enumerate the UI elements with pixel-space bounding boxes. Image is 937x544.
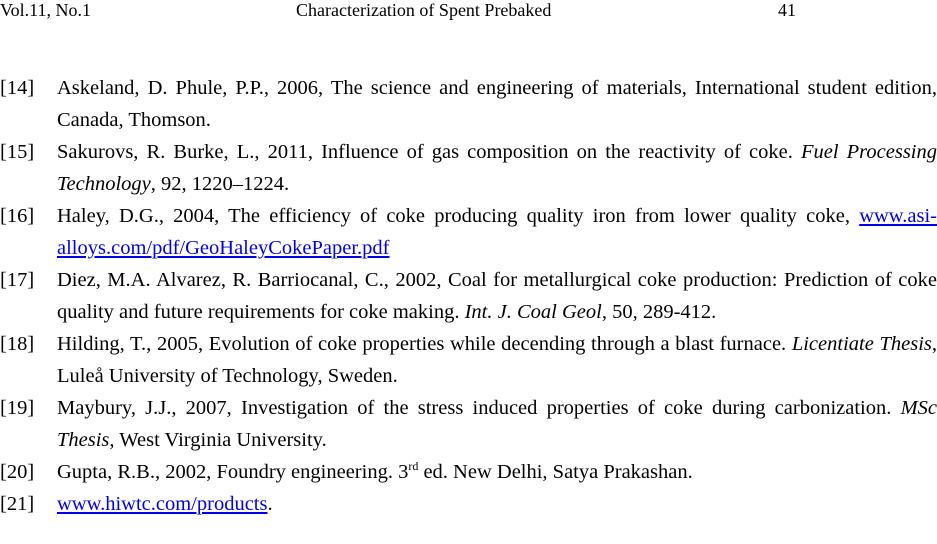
reference-citation-tail: , Luleå University of Technology, Sweden. [57, 333, 937, 387]
reference-number: [16] [0, 205, 35, 227]
reference-item [0, 456, 937, 488]
reference-number: [19] [0, 397, 35, 419]
reference-citation: Hilding, T., 2005, Evolution of coke properties while decending through a blast furnace. [57, 333, 792, 355]
reference-citation: Maybury, J.J., 2007, Investigation of the stress induced properties of coke during carbonization. [57, 397, 901, 419]
reference-number: [20] [0, 461, 35, 483]
reference-url-link[interactable]: www.asi-alloys.com/pdf/GeoHaleyCokePaper.pdf [57, 205, 937, 259]
reference-source-title: Licentiate Thesis [791, 333, 932, 355]
reference-citation: Diez, M.A. Alvarez, R. Barriocanal, C., 2002, Coal for metallurgical coke production: Prediction of coke quality and future requirements for coke making. [57, 269, 937, 323]
reference-list [0, 72, 937, 520]
ordinal-superscript: rd [408, 459, 419, 474]
reference-number: [21] [0, 493, 35, 515]
reference-citation: Haley, D.G., 2004, The efficiency of coke producing quality iron from lower quality coke, [57, 205, 860, 227]
reference-source-title: Fuel Processing Technology [57, 141, 937, 195]
reference-item [0, 136, 937, 200]
reference-citation-tail: , 92, 1220–1224. [150, 173, 290, 195]
reference-citation-tail: , West Virginia University. [109, 429, 327, 451]
reference-citation-tail: . [267, 493, 273, 515]
running-header [0, 0, 937, 24]
reference-item [0, 488, 937, 520]
reference-text [57, 264, 937, 328]
reference-number: [15] [0, 141, 35, 163]
reference-number: [17] [0, 269, 35, 291]
reference-text [57, 200, 937, 264]
reference-source-title: Int. J. Coal Geol [464, 301, 602, 323]
reference-citation: Sakurovs, R. Burke, L., 2011, Influence of gas composition on the reactivity of coke. [57, 141, 801, 163]
reference-citation-tail: ed. New Delhi, Satya Prakashan. [418, 461, 693, 483]
reference-item [0, 392, 937, 456]
reference-item [0, 72, 937, 136]
reference-text [57, 392, 937, 456]
journal-volume: Vol.11, No.1 [0, 0, 92, 20]
reference-number: [18] [0, 333, 35, 355]
reference-citation: Askeland, D. Phule, P.P., 2006, The science and engineering of materials, International student edition, Canada, Thomson. [57, 77, 937, 131]
reference-citation-tail: , 50, 289-412. [601, 301, 717, 323]
reference-citation: Gupta, R.B., 2002, Foundry engineering. 3 [57, 461, 409, 483]
reference-text [57, 488, 937, 520]
reference-source-title: MSc Thesis [57, 397, 937, 451]
page-number: 41 [778, 0, 796, 20]
reference-text [57, 72, 937, 136]
reference-url-link[interactable]: www.hiwtc.com/products [57, 493, 268, 515]
reference-number: [14] [0, 77, 35, 99]
reference-item [0, 200, 937, 264]
reference-text [57, 456, 937, 488]
reference-text [57, 136, 937, 200]
running-title: Characterization of Spent Prebaked [296, 0, 552, 20]
reference-item [0, 264, 937, 328]
reference-text [57, 328, 937, 392]
reference-item [0, 328, 937, 392]
